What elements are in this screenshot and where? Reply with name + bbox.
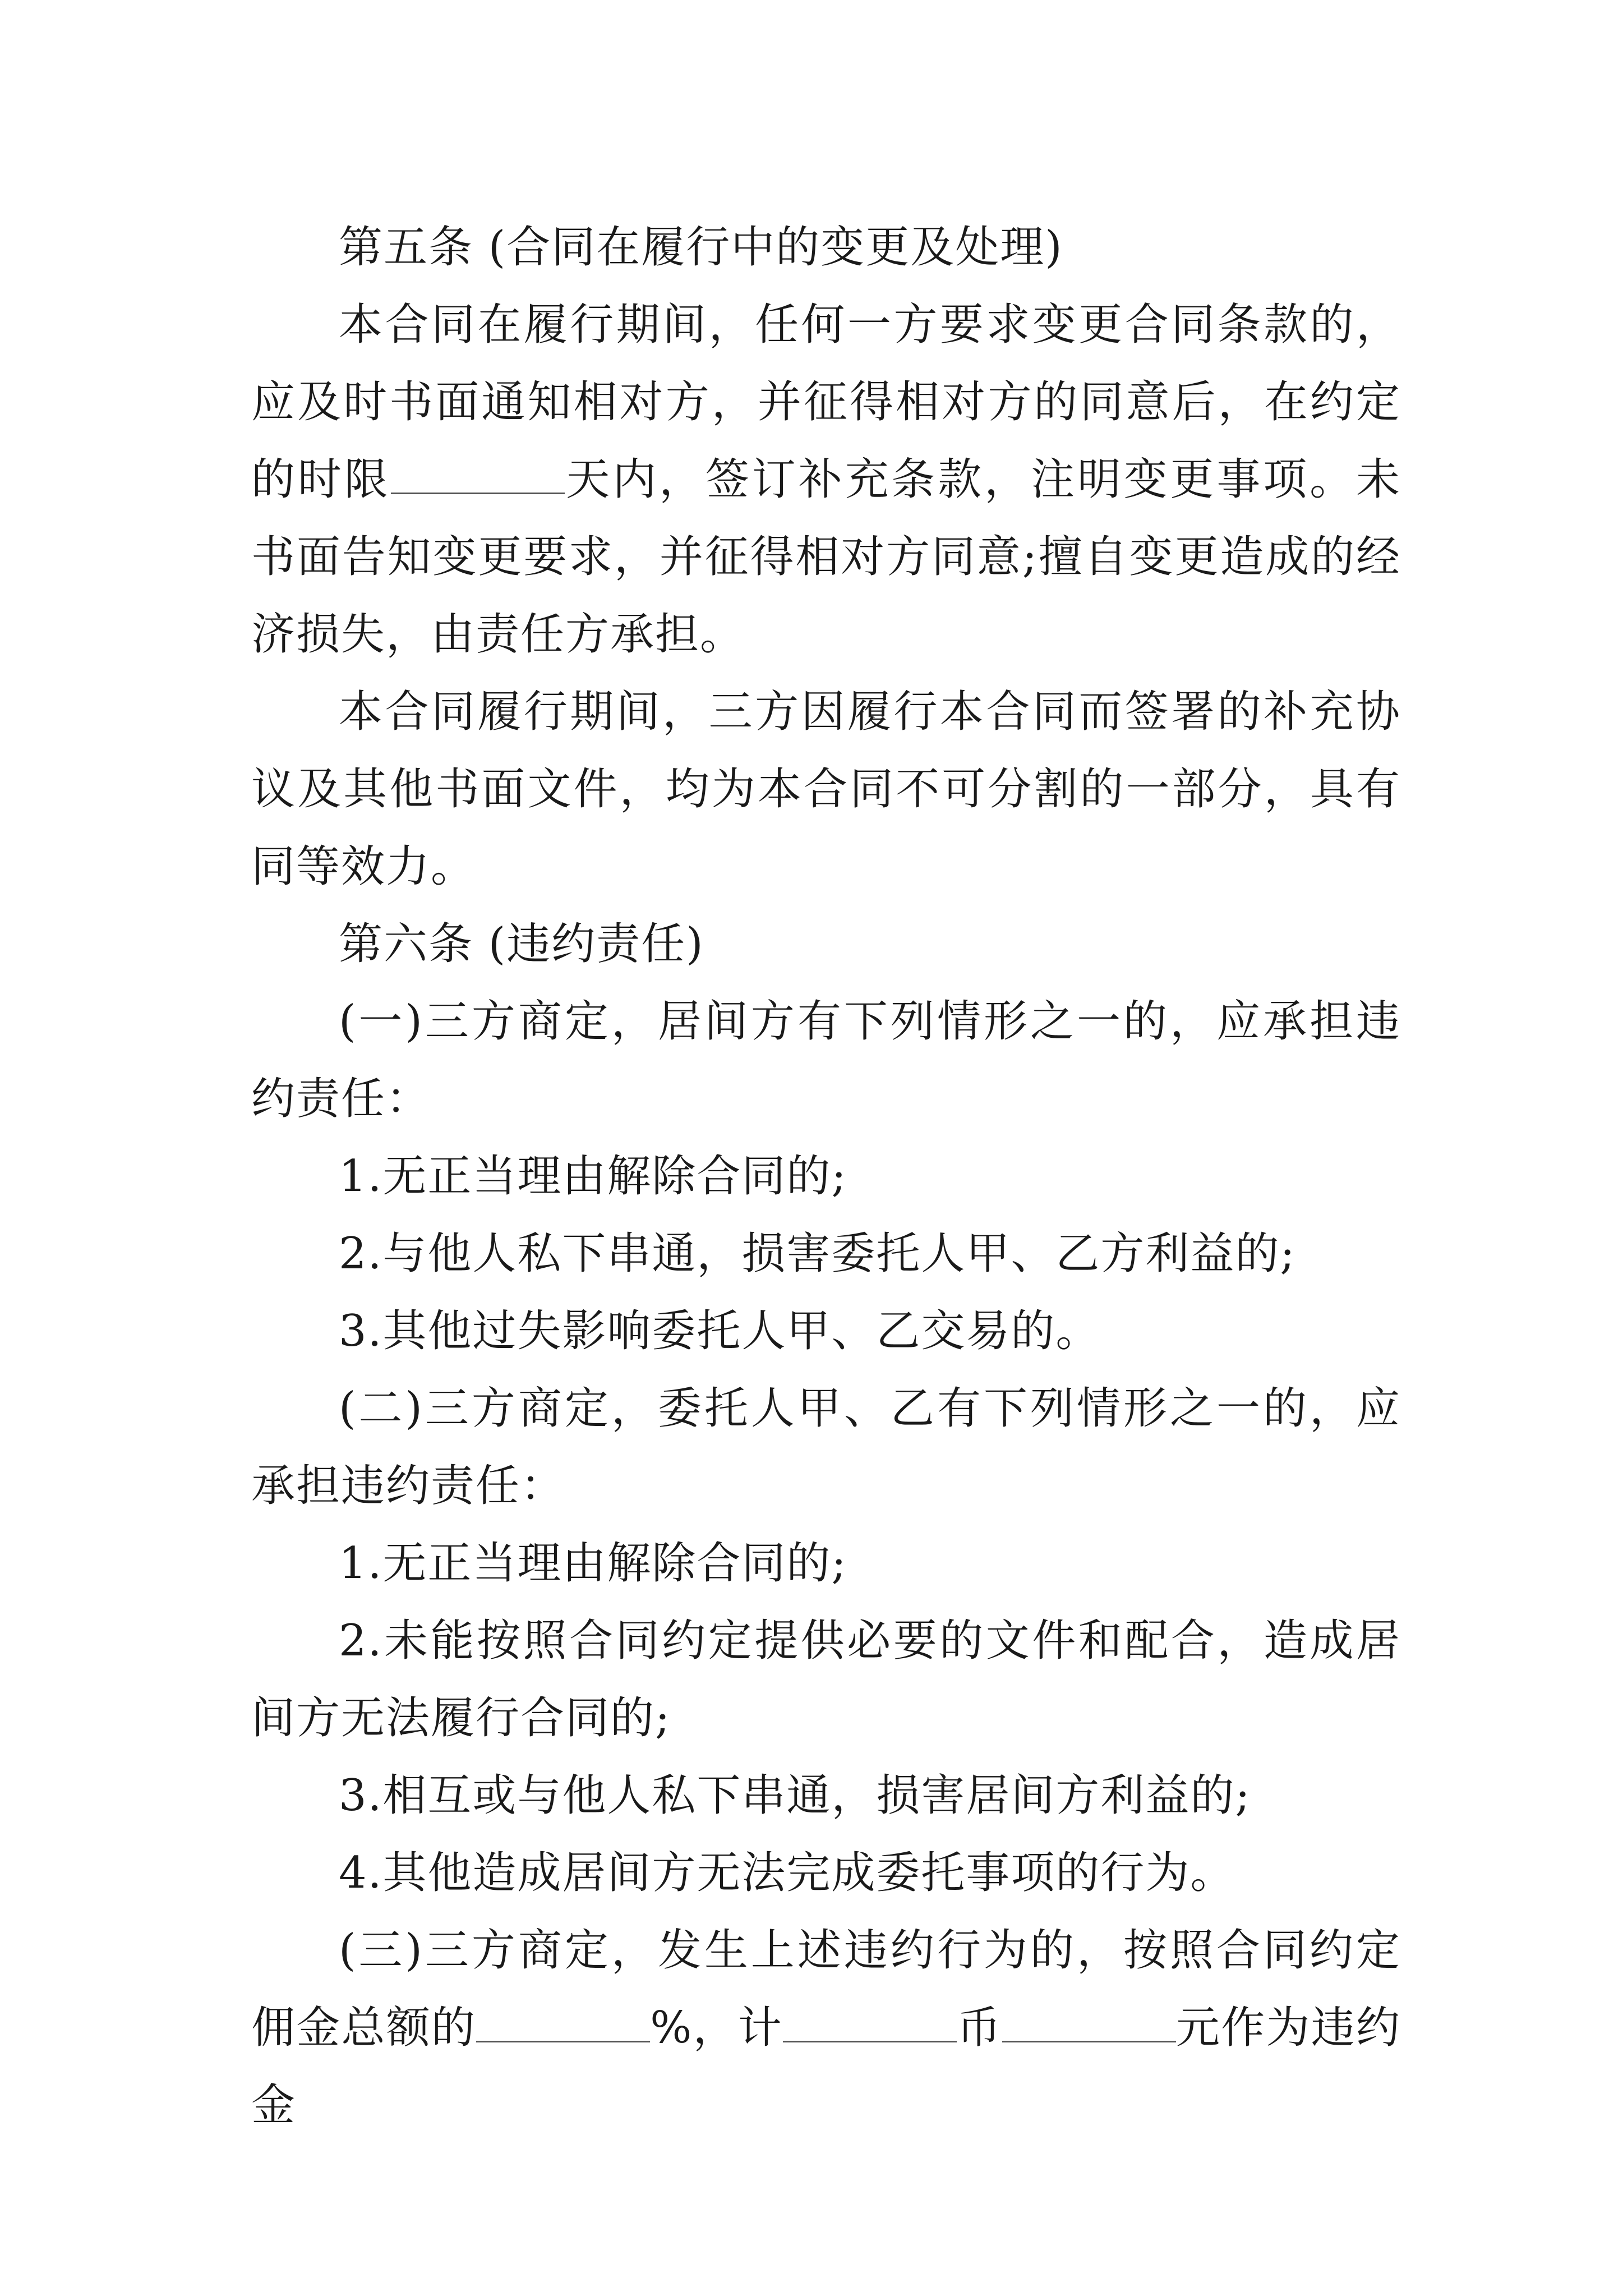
article-5-heading: 第五条 (合同在履行中的变更及处理): [339, 222, 1063, 273]
fill-in-blank-days: [391, 490, 565, 494]
fill-in-blank-currency: [783, 2039, 957, 2042]
list-item: 4.其他造成居间方无法完成委托事项的行为。: [339, 1848, 1235, 1898]
list-item: 2.与他人私下串通，损害委托人甲、乙方利益的;: [339, 1228, 1296, 1279]
document-body: [251, 209, 1401, 2144]
article-5-clause-2: 本合同履行期间，三方因履行本合同而签署的补充协议及其他书面文件，均为本合同不可分割的一部分，具有同等效力。: [251, 687, 1401, 892]
article-6-section-3: (三)三方商定，发生上述违约行为的，按照合同约定佣金总额的 %，计 币 元作为违约金: [251, 1925, 1401, 2131]
article-6-section-1: (一)三方商定，居间方有下列情形之一的，应承担违约责任：: [251, 996, 1401, 1124]
list-item: 3.相互或与他人私下串通，损害居间方利益的;: [339, 1770, 1251, 1821]
fill-in-blank-amount: [1002, 2039, 1176, 2042]
list-item: 2.未能按照合同约定提供必要的文件和配合，造成居间方无法履行合同的;: [251, 1616, 1401, 1743]
list-item: 3.其他过失影响委托人甲、乙交易的。: [339, 1306, 1101, 1356]
article-6-heading: 第六条 (违约责任): [339, 919, 704, 969]
fill-in-blank-percent: [476, 2039, 650, 2042]
article-5-clause-1: 本合同在履行期间，任何一方要求变更合同条款的，应及时书面通知相对方，并征得相对方的同意后，在约定的时限 天内，签订补充条款，注明变更事项。未书面告知变更要求，并征得相对方同意;擅自变更造成的经济损失，由责任方承担。: [251, 300, 1401, 660]
list-item: 1.无正当理由解除合同的;: [339, 1151, 847, 1202]
article-6-section-2: (二)三方商定，委托人甲、乙有下列情形之一的，应承担违约责任：: [251, 1383, 1401, 1511]
list-item: 1.无正当理由解除合同的;: [339, 1538, 847, 1589]
